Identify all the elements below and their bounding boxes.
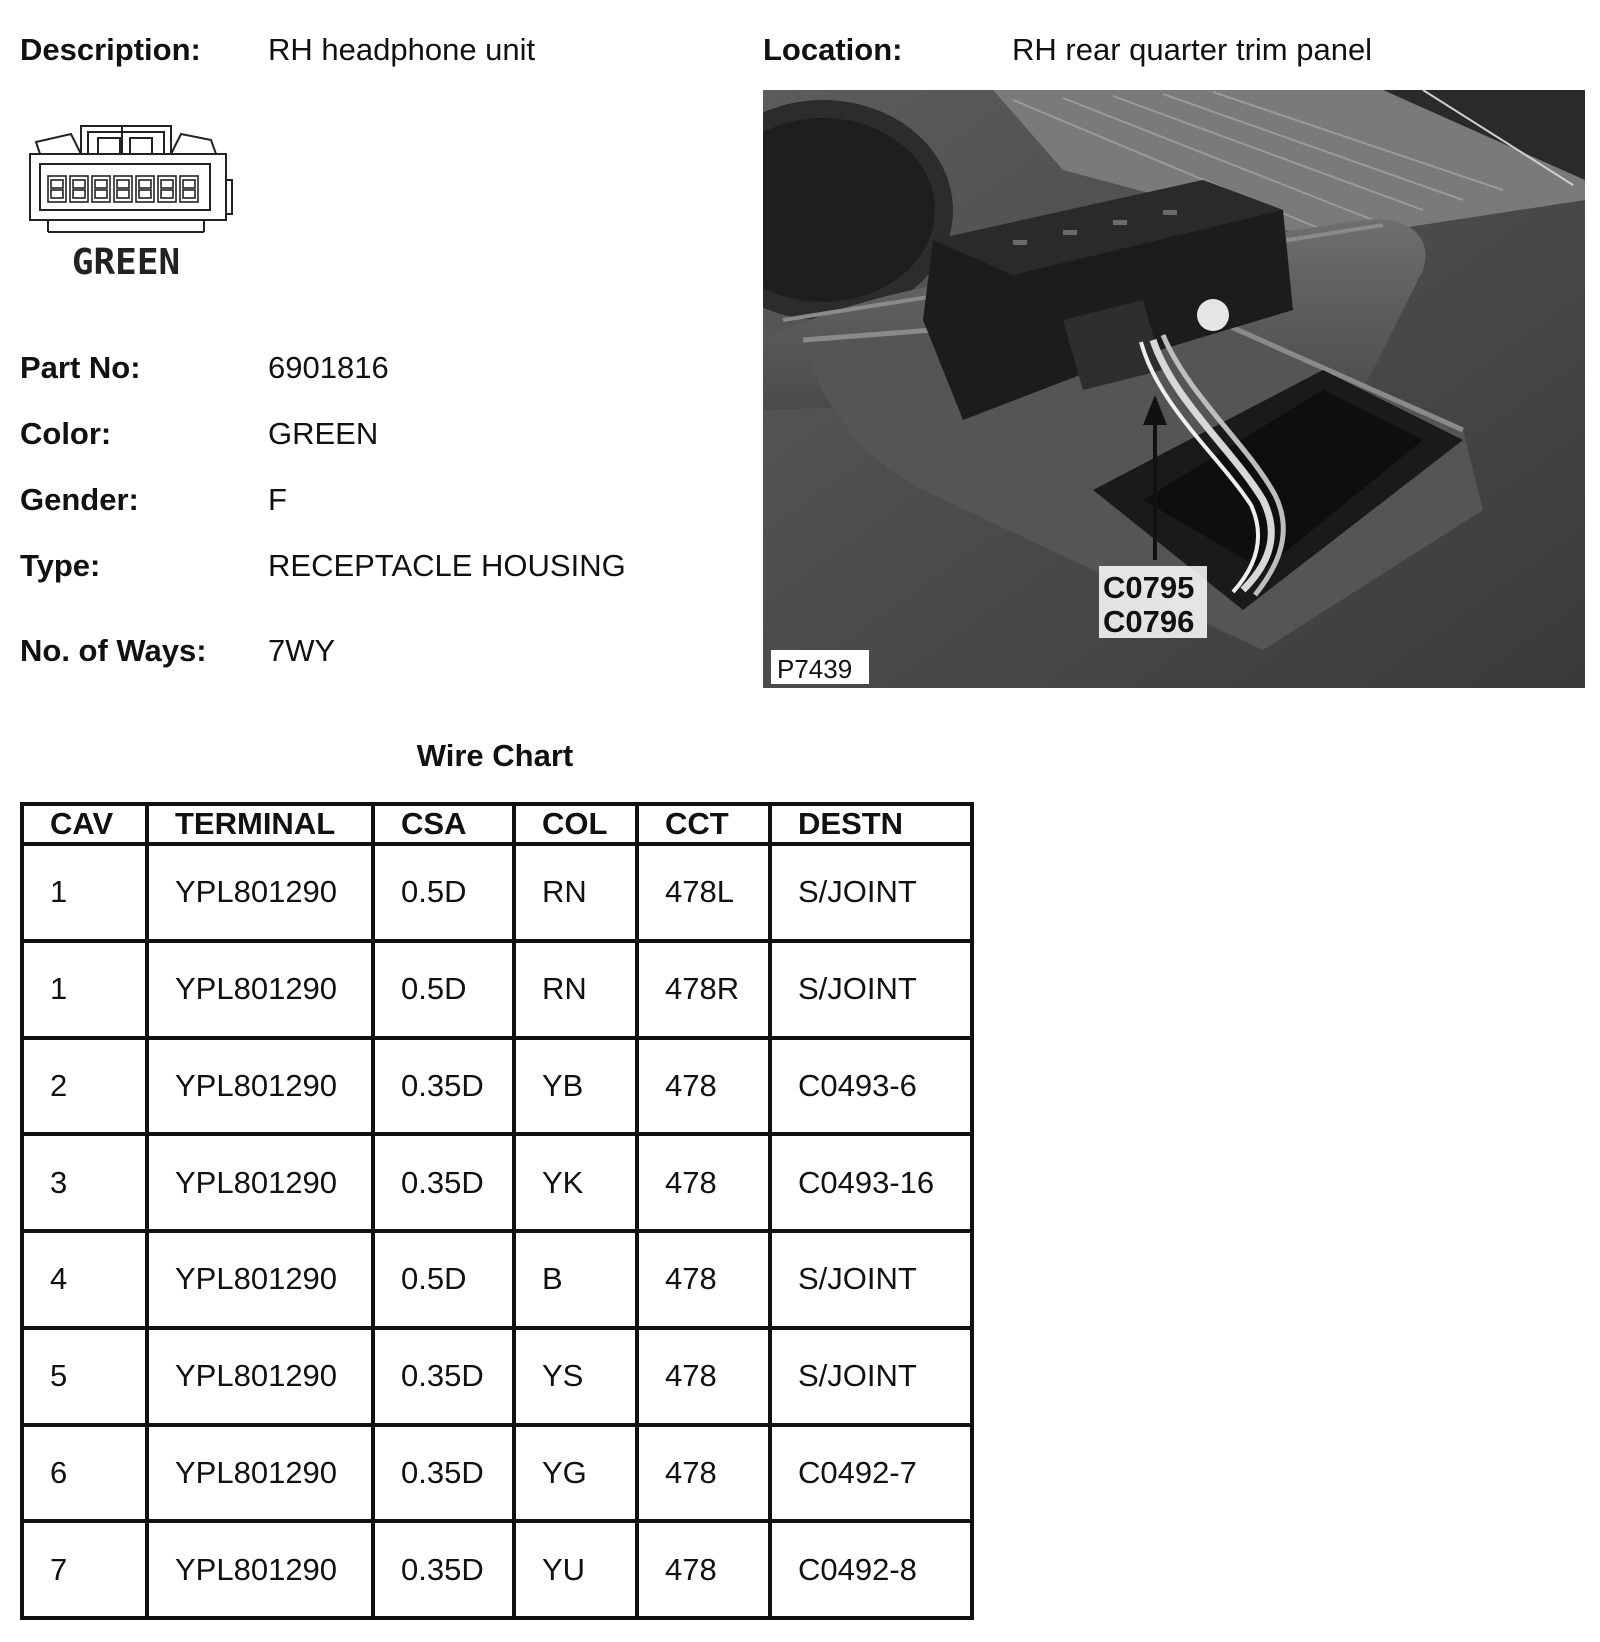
cell-cav: 5 — [22, 1328, 147, 1425]
description-label: Description: — [20, 32, 201, 67]
cell-col: YB — [514, 1038, 637, 1135]
wire-chart-table — [20, 802, 974, 1620]
connector-diagram — [26, 124, 236, 294]
cell-cav: 3 — [22, 1134, 147, 1231]
cell-csa: 0.5D — [373, 844, 514, 941]
cell-col: YU — [514, 1521, 637, 1618]
cell-cct: 478L — [637, 844, 770, 941]
table-header-row — [22, 804, 972, 844]
cell-cct: 478 — [637, 1521, 770, 1618]
col-header-csa: CSA — [373, 804, 514, 844]
gender-label: Gender: — [20, 482, 139, 517]
cell-cav: 1 — [22, 844, 147, 941]
cell-cct: 478 — [637, 1231, 770, 1328]
image-reference: P7439 — [777, 654, 853, 684]
cell-csa: 0.35D — [373, 1328, 514, 1425]
cell-csa: 0.35D — [373, 1134, 514, 1231]
cell-cct: 478 — [637, 1425, 770, 1522]
cell-cav: 1 — [22, 941, 147, 1038]
cell-csa: 0.5D — [373, 941, 514, 1038]
color-label: Color: — [20, 416, 112, 451]
cell-csa: 0.35D — [373, 1425, 514, 1522]
cell-cav: 4 — [22, 1231, 147, 1328]
location-label: Location: — [763, 32, 903, 67]
table-row — [22, 1038, 972, 1135]
cell-cav: 7 — [22, 1521, 147, 1618]
cell-col: YG — [514, 1425, 637, 1522]
gender-value: F — [268, 482, 287, 517]
cell-destn: C0493-6 — [770, 1038, 972, 1135]
cell-col: YK — [514, 1134, 637, 1231]
table-row — [22, 1231, 972, 1328]
color-value: GREEN — [268, 416, 379, 451]
col-header-col: COL — [514, 804, 637, 844]
table-row — [22, 1425, 972, 1522]
cell-col: RN — [514, 941, 637, 1038]
part-no-value: 6901816 — [268, 350, 389, 385]
cell-destn: S/JOINT — [770, 1328, 972, 1425]
cell-destn: S/JOINT — [770, 941, 972, 1038]
col-header-cav: CAV — [22, 804, 147, 844]
cell-cav: 2 — [22, 1038, 147, 1135]
wire-chart-title: Wire Chart — [416, 738, 574, 773]
type-value: RECEPTACLE HOUSING — [268, 548, 626, 583]
cell-cct: 478 — [637, 1328, 770, 1425]
part-no-label: Part No: — [20, 350, 141, 385]
cell-cav: 6 — [22, 1425, 147, 1522]
description-value: RH headphone unit — [268, 32, 536, 67]
cell-terminal: YPL801290 — [147, 844, 373, 941]
cell-col: YS — [514, 1328, 637, 1425]
table-row — [22, 1134, 972, 1231]
cell-csa: 0.35D — [373, 1038, 514, 1135]
col-header-cct: CCT — [637, 804, 770, 844]
cell-cct: 478 — [637, 1134, 770, 1231]
col-header-terminal: TERMINAL — [147, 804, 373, 844]
table-row — [22, 1328, 972, 1425]
cell-terminal: YPL801290 — [147, 1425, 373, 1522]
table-row — [22, 1521, 972, 1618]
location-photo — [763, 90, 1585, 688]
connector-caption: GREEN — [71, 242, 181, 283]
cell-terminal: YPL801290 — [147, 1038, 373, 1135]
cell-terminal: YPL801290 — [147, 1134, 373, 1231]
ways-label: No. of Ways: — [20, 633, 207, 668]
cell-destn: C0493-16 — [770, 1134, 972, 1231]
table-row — [22, 941, 972, 1038]
cell-terminal: YPL801290 — [147, 941, 373, 1038]
cell-terminal: YPL801290 — [147, 1328, 373, 1425]
type-label: Type: — [20, 548, 101, 583]
callout-c0796: C0796 — [1103, 604, 1195, 639]
cell-col: B — [514, 1231, 637, 1328]
cell-cct: 478 — [637, 1038, 770, 1135]
cell-destn: S/JOINT — [770, 844, 972, 941]
cell-col: RN — [514, 844, 637, 941]
callout-c0795: C0795 — [1103, 570, 1195, 605]
col-header-destn: DESTN — [770, 804, 972, 844]
cell-destn: C0492-7 — [770, 1425, 972, 1522]
ways-value: 7WY — [268, 633, 336, 668]
cell-csa: 0.35D — [373, 1521, 514, 1618]
cell-terminal: YPL801290 — [147, 1521, 373, 1618]
cell-destn: C0492-8 — [770, 1521, 972, 1618]
location-value: RH rear quarter trim panel — [1012, 32, 1373, 67]
cell-cct: 478R — [637, 941, 770, 1038]
cell-destn: S/JOINT — [770, 1231, 972, 1328]
cell-csa: 0.5D — [373, 1231, 514, 1328]
table-row — [22, 844, 972, 941]
cell-terminal: YPL801290 — [147, 1231, 373, 1328]
